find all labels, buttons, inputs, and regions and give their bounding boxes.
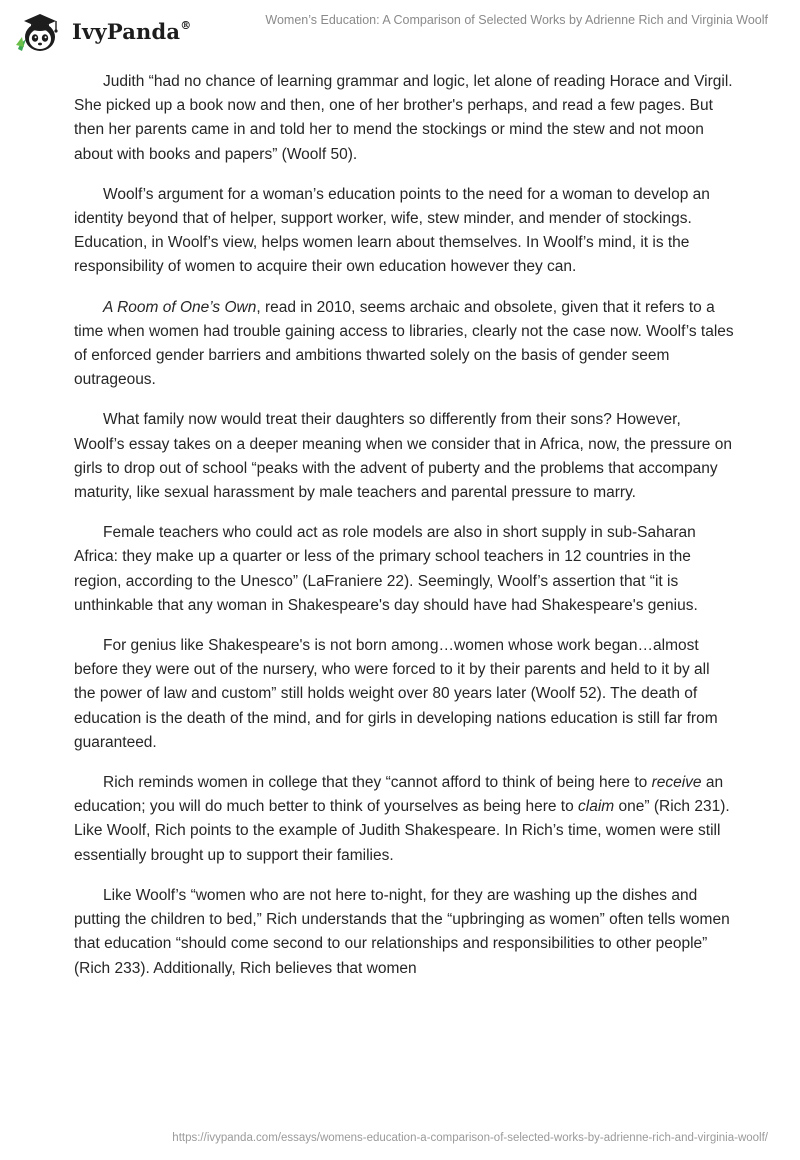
paragraph-text: For genius like Shakespeare's is not born among…women whose work began…almost before they were out of the nursery, who were forced to it by their parents and held to it by all the power of law and custom” still holds weight over 80 years later (Woolf 52). The death of education is the death of the mind, and for girls in developing nations education is still far from guaranteed. [74, 637, 718, 751]
essay-paragraph [74, 884, 734, 981]
paragraph-text: Woolf’s argument for a woman’s education points to the need for a woman to develop an identity beyond that of helper, support worker, wife, stew minder, and mender of stockings. Education, in Woolf’s view, helps women learn about themselves. In Woolf’s mind, it is the responsibility of women to acquire their own education however they can. [74, 185, 710, 276]
logo-text: IvyPanda [72, 19, 181, 44]
essay-paragraph [74, 183, 734, 280]
paragraph-text: Female teachers who could act as role models are also in short supply in sub-Saharan Africa: they make up a quarter or less of the primary school teachers in 12 countries in the region, according to the Unesco” (LaFraniere 22). Seemingly, Woolf’s assertion that “it is unthinkable that any woman in Shakespeare's day should have had Shakespeare's genius. [74, 524, 698, 614]
essay-paragraph [74, 771, 734, 868]
logo-wordmark [72, 19, 191, 44]
italic-text: claim [578, 798, 615, 816]
paragraph-text: What family now would treat their daughters so differently from their sons? However, Woolf’s essay takes on a deeper meaning when we consider that in Africa, now, the pressure on girls to drop out of school “peaks with the advent of puberty and the problems that accompany maturity, like sexual harassment by male teachers and parental pressure to marry. [74, 411, 732, 502]
essay-paragraph [74, 70, 734, 167]
italic-text: A Room of One’s Own [103, 298, 257, 316]
page-header [0, 0, 800, 60]
registered-mark: ® [180, 19, 192, 32]
essay-paragraph [74, 408, 734, 505]
paragraph-text: an education; you will do much better to think of yourselves as being here to [74, 774, 724, 816]
paragraph-text: one” (Rich 231). Like Woolf, Rich points to the example of Judith Shakespeare. In Rich’s time, women were still essentially brought up to support their families. [74, 798, 730, 864]
italic-text: receive [651, 774, 702, 792]
source-url[interactable]: https://ivypanda.com/essays/womens-education-a-comparison-of-selected-works-by-adrienne-rich-and-virginia-woolf/ [172, 1132, 768, 1144]
essay-paragraph [74, 296, 734, 393]
essay-paragraph [74, 634, 734, 755]
paragraph-text: Like Woolf’s “women who are not here to-night, for they are washing up the dishes and putting the children to bed,” Rich understands that the “upbringing as women” often tells women that education “should come second to our relationships and responsibilities to other people” (Rich 233). Additionally, Rich believes that women [74, 886, 730, 977]
document-title: Women’s Education: A Comparison of Selected Works by Adrienne Rich and Virginia Woolf [265, 13, 768, 27]
panda-graduate-icon [12, 9, 62, 55]
essay-body [74, 70, 734, 997]
paragraph-text: , read in 2010, seems archaic and obsolete, given that it refers to a time when women had trouble gaining access to libraries, clearly not the case now. Woolf’s tales of enforced gender barriers and ambitions thwarted solely on the basis of gender seem outrageous. [74, 298, 734, 389]
paragraph-text: Rich reminds women in college that they “cannot afford to think of being here to [103, 774, 652, 792]
paragraph-text: Judith “had no chance of learning grammar and logic, let alone of reading Horace and Virgil. She picked up a book now and then, one of her brother's perhaps, and read a few pages. But then her parents came in and told her to mend the stockings or mind the stew and not moon about with books and papers” (Woolf 50). [74, 73, 733, 163]
essay-paragraph [74, 521, 734, 618]
ivypanda-logo[interactable] [12, 9, 212, 55]
